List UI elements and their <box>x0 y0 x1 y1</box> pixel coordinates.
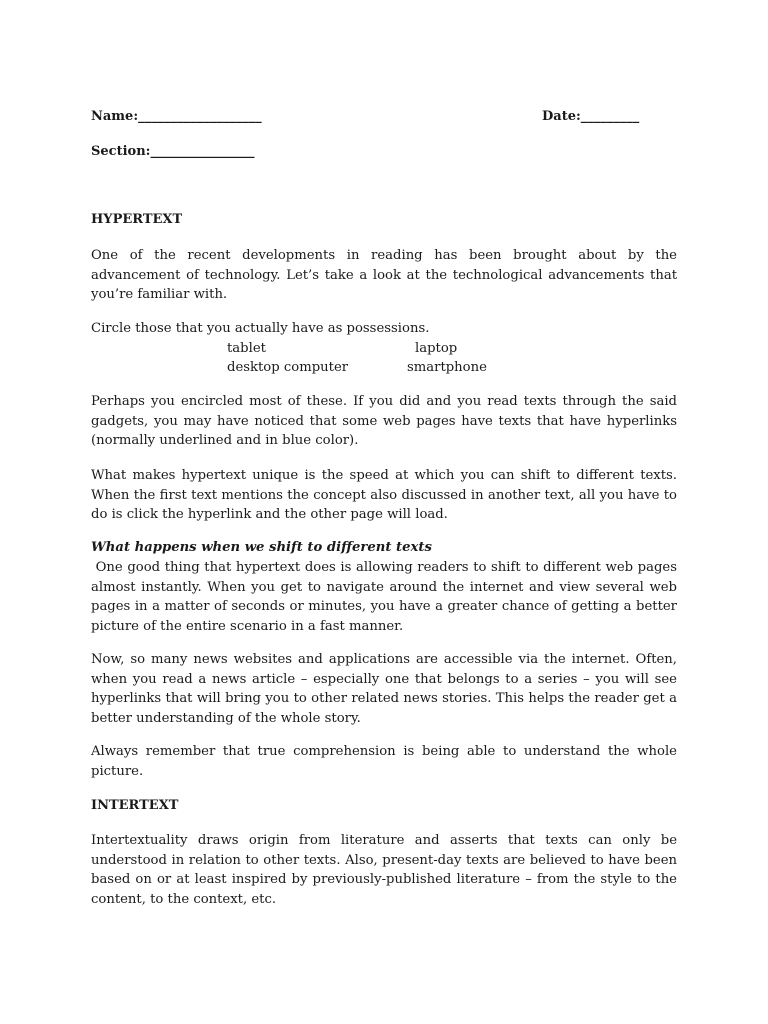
list-item-tablet: tablet <box>227 341 266 356</box>
shift-texts-paragraph: One good thing that hypertext does is allowing readers to shift to different web pages almost instantly. When you get to navigate around the internet and view several web pages in a matter of seconds or minutes, you have a greater chance of getting a better picture of the entire scenario in a fast manner. <box>91 560 682 634</box>
date-field: Date:_________ <box>542 109 640 124</box>
news-websites-paragraph: Now, so many news websites and applications are accessible via the internet. Often, when you read a news article – especially one that belongs to a series – you will see hyperlinks that will bring you to other related news stories. This helps the reader get a better understanding of the whole story. <box>91 652 677 726</box>
circle-instruction: Circle those that you actually have as possessions. <box>91 321 430 336</box>
list-item-smartphone: smartphone <box>407 360 487 375</box>
encircled-paragraph: Perhaps you encircled most of these. If you did and you read texts through the said gadgets, you may have noticed that some web pages have texts that have hyperlinks (normally underlined and in blue color). <box>91 394 677 448</box>
intertextuality-paragraph: Intertextuality draws origin from literature and asserts that texts can only be understood in relation to other texts. Also, present-day texts are believed to have been based on or at least inspired by previously-published literature – from the style to the content, to the context, etc. <box>91 833 677 907</box>
hypertext-unique-paragraph: What makes hypertext unique is the speed at which you can shift to different texts. When the first text mentions the concept also discussed in another text, all you have to do is click the hyperlink and the other page will load. <box>91 468 677 522</box>
hypertext-heading: HYPERTEXT <box>91 212 183 227</box>
subheading-shift-texts: What happens when we shift to different texts <box>91 540 432 555</box>
name-field: Name:___________________ <box>91 109 262 124</box>
intertext-heading: INTERTEXT <box>91 798 179 813</box>
section-field: Section:________________ <box>91 144 255 159</box>
hypertext-intro-paragraph: One of the recent developments in reading has been brought about by the advancement of technology. Let’s take a look at the technological advancements that you’re familiar with. <box>91 248 677 302</box>
comprehension-paragraph: Always remember that true comprehension is being able to understand the whole picture. <box>91 744 677 779</box>
list-item-laptop: laptop <box>415 341 458 356</box>
list-item-desktop-computer: desktop computer <box>227 360 349 375</box>
